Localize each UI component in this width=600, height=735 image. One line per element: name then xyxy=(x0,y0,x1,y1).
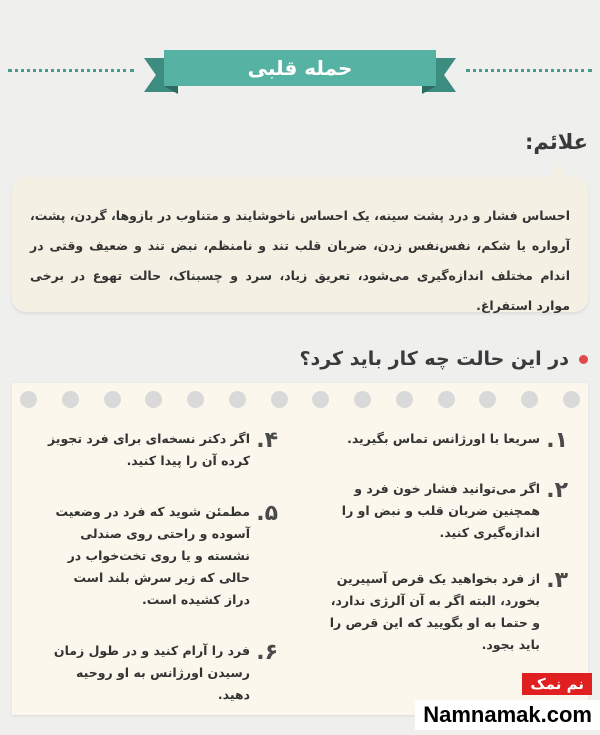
punch-hole-icon xyxy=(563,391,580,408)
notepad-holes xyxy=(20,391,580,408)
title-banner xyxy=(0,50,600,90)
punch-hole-icon xyxy=(312,391,329,408)
punch-hole-icon xyxy=(62,391,79,408)
step-item xyxy=(328,568,568,656)
step-text: سریعا با اورژانس تماس بگیرید. xyxy=(347,431,540,446)
step-item xyxy=(328,478,568,544)
punch-hole-icon xyxy=(479,391,496,408)
step-item xyxy=(48,428,278,472)
step-number: ۳. xyxy=(546,568,568,593)
actions-heading-text: در این حالت چه کار باید کرد؟ xyxy=(299,348,569,370)
step-item xyxy=(48,501,278,611)
step-text: اگر دکتر نسخه‌ای برای فرد تجویز کرده آن را پیدا کنید. xyxy=(48,431,250,468)
symptoms-bubble xyxy=(12,177,588,312)
punch-hole-icon xyxy=(145,391,162,408)
punch-hole-icon xyxy=(354,391,371,408)
punch-hole-icon xyxy=(396,391,413,408)
punch-hole-icon xyxy=(187,391,204,408)
site-watermark: Namnamak.com xyxy=(415,700,600,730)
punch-hole-icon xyxy=(104,391,121,408)
punch-hole-icon xyxy=(521,391,538,408)
brand-watermark: نم نمک xyxy=(522,673,592,695)
dotted-divider-right xyxy=(466,69,592,72)
bullet-dot-icon xyxy=(579,355,588,364)
step-item xyxy=(328,428,568,454)
step-text: فرد را آرام کنید و در طول زمان رسیدن اورژانس به او روحیه دهید. xyxy=(53,643,250,702)
step-number: ۱. xyxy=(546,428,568,453)
step-text: از فرد بخواهید یک قرص آسپیرین بخورد، البته اگر به آن آلرژی ندارد، و حتما به او بگویید که این قرص را باید بجود. xyxy=(329,571,540,652)
punch-hole-icon xyxy=(229,391,246,408)
symptoms-heading: علائم: xyxy=(524,130,588,154)
page-title: حمله قلبی xyxy=(164,50,436,86)
punch-hole-icon xyxy=(271,391,288,408)
step-number: ۴. xyxy=(256,428,278,453)
step-number: ۶. xyxy=(256,640,278,665)
speech-bubble-tail xyxy=(550,163,566,177)
step-item xyxy=(48,640,278,706)
dotted-divider-left xyxy=(8,69,134,72)
steps-column-right xyxy=(328,428,568,680)
step-text: مطمئن شوید که فرد در وضعیت آسوده و راحتی روی صندلی نشسته و یا روی تخت‌خواب در حالی که زیر سرش بلند است دراز کشیده است. xyxy=(55,504,250,607)
step-number: ۵. xyxy=(256,501,278,526)
step-number: ۲. xyxy=(546,478,568,503)
punch-hole-icon xyxy=(438,391,455,408)
punch-hole-icon xyxy=(20,391,37,408)
actions-heading xyxy=(299,348,588,370)
step-text: اگر می‌توانید فشار خون فرد و همچنین ضربان قلب و نبض او را اندازه‌گیری کنید. xyxy=(341,481,540,540)
symptoms-text: احساس فشار و درد پشت سینه، یک احساس ناخوشایند و متناوب در بازوها، گردن، پشت، آرواره یا شکم، نفس‌نفس زدن، ضربان قلب تند و نامنظم، نبض تند و ضعیف وقتی در اندام مختلف اندازه‌گیری می‌شود، تعریق زیاد، سرد و چسبناک، حالت تهوع در برخی موارد استفراغ. xyxy=(30,208,570,313)
steps-column-left xyxy=(48,428,278,735)
notepad-card xyxy=(12,383,588,715)
